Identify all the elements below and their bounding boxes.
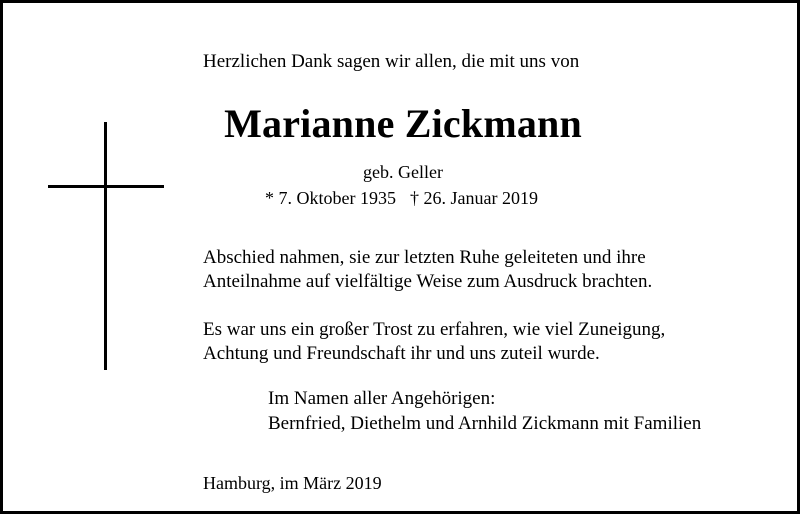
place-and-date: Hamburg, im März 2019 xyxy=(203,473,382,493)
birth-date: * 7. Oktober 1935 xyxy=(265,188,396,208)
deceased-name: Marianne Zickmann xyxy=(224,101,582,146)
paragraph-2-line-1: Es war uns ein großer Trost zu erfahren, wie viel Zuneigung, xyxy=(203,319,666,340)
cross-vertical-bar xyxy=(104,122,107,370)
signature-intro: Im Namen aller Angehörigen: xyxy=(268,388,496,409)
signature-names: Bernfried, Diethelm und Arnhild Zickmann mit Familien xyxy=(268,413,702,434)
paragraph-1-line-1: Abschied nahmen, sie zur letzten Ruhe geleiteten und ihre xyxy=(203,247,646,268)
life-dates xyxy=(265,185,538,211)
cross-horizontal-bar xyxy=(48,185,164,188)
intro-text: Herzlichen Dank sagen wir allen, die mit uns von xyxy=(203,51,580,72)
paragraph-1-line-2: Anteilnahme auf vielfältige Weise zum Ausdruck brachten. xyxy=(203,271,653,292)
maiden-name: geb. Geller xyxy=(363,162,443,182)
paragraph-2-line-2: Achtung und Freundschaft ihr und uns zuteil wurde. xyxy=(203,343,600,364)
death-date: † 26. Januar 2019 xyxy=(409,188,538,208)
